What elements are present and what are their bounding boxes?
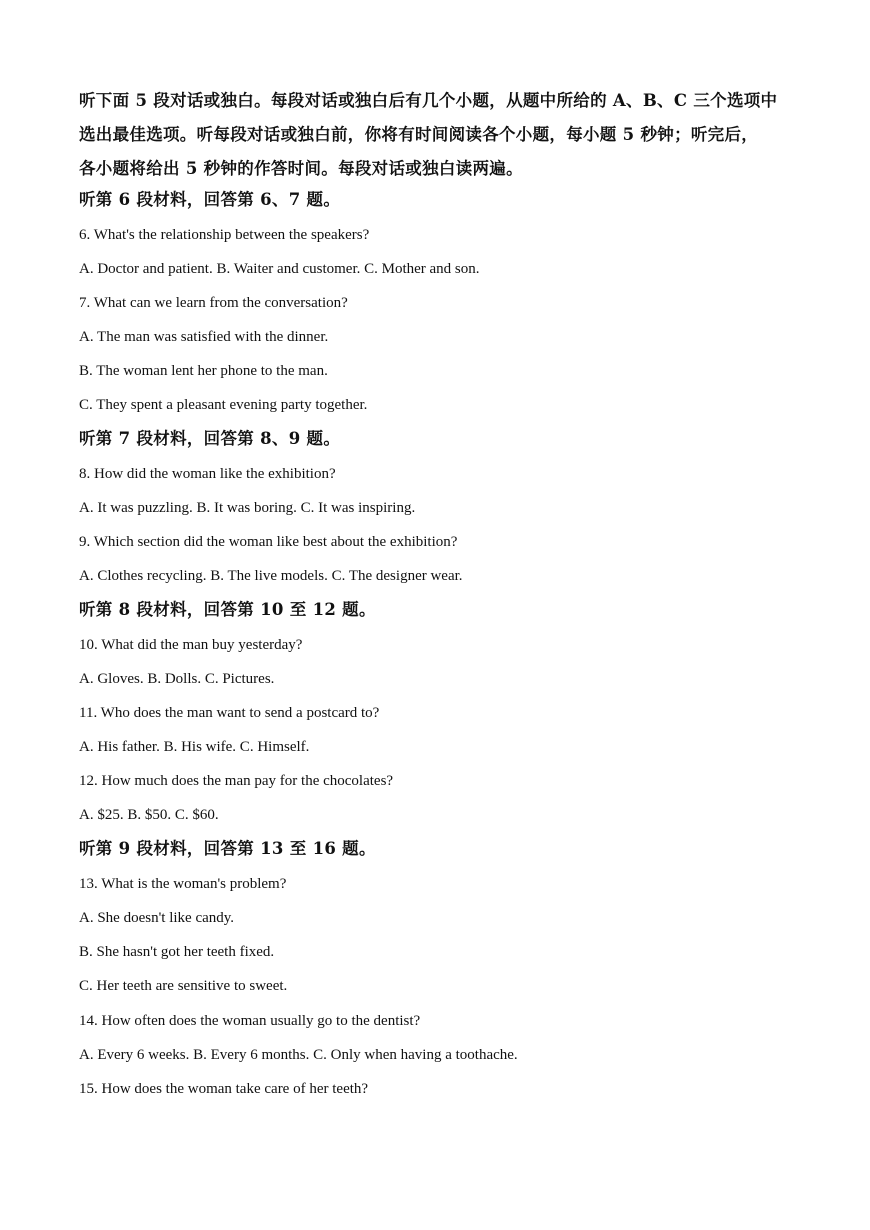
section-heading-9: 听第 9 段材料，回答第 13 至 16 题。 <box>79 839 376 858</box>
answer-options: A. $25. B. $50. C. $60. <box>79 807 219 823</box>
section-instructions <box>79 84 801 186</box>
question-text: 15. How does the woman take care of her teeth? <box>79 1081 369 1097</box>
section-heading-6: 听第 6 段材料，回答第 6、7 题。 <box>79 190 341 209</box>
question-text: 9. Which section did the woman like best about the exhibition? <box>79 534 458 550</box>
section-heading-8: 听第 8 段材料，回答第 10 至 12 题。 <box>79 600 376 619</box>
answer-option: A. She doesn't like candy. <box>79 910 235 926</box>
answer-options: A. Gloves. B. Dolls. C. Pictures. <box>79 671 275 687</box>
instructions-line-2: 选出最佳选项。听每段对话或独白前，你将有时间阅读各个小题，每小题 5 秒钟；听完后， <box>79 125 759 144</box>
instructions-line-1: 听下面 5 段对话或独白。每段对话或独白后有几个小题，从题中所给的 A、B、C 三个选项中 <box>79 91 778 110</box>
answer-option: B. She hasn't got her teeth fixed. <box>79 944 275 960</box>
answer-options: A. Doctor and patient. B. Waiter and customer. C. Mother and son. <box>79 261 480 277</box>
answer-option: C. Her teeth are sensitive to sweet. <box>79 978 288 994</box>
answer-options: A. Clothes recycling. B. The live models. C. The designer wear. <box>79 568 463 584</box>
answer-options: A. Every 6 weeks. B. Every 6 months. C. Only when having a toothache. <box>79 1047 518 1063</box>
question-text: 10. What did the man buy yesterday? <box>79 637 303 653</box>
answer-options: A. It was puzzling. B. It was boring. C. It was inspiring. <box>79 500 416 516</box>
question-text: 7. What can we learn from the conversation? <box>79 295 348 311</box>
question-text: 6. What's the relationship between the speakers? <box>79 227 370 243</box>
question-text: 8. How did the woman like the exhibition? <box>79 466 336 482</box>
question-text: 12. How much does the man pay for the chocolates? <box>79 773 394 789</box>
question-text: 14. How often does the woman usually go to the dentist? <box>79 1013 421 1029</box>
answer-option: B. The woman lent her phone to the man. <box>79 363 328 379</box>
answer-options: A. His father. B. His wife. C. Himself. <box>79 739 310 755</box>
instructions-line-3: 各小题将给出 5 秒钟的作答时间。每段对话或独白读两遍。 <box>79 159 523 178</box>
question-text: 13. What is the woman's problem? <box>79 876 287 892</box>
answer-option: A. The man was satisfied with the dinner. <box>79 329 329 345</box>
answer-option: C. They spent a pleasant evening party together. <box>79 397 368 413</box>
section-heading-7: 听第 7 段材料，回答第 8、9 题。 <box>79 429 341 448</box>
question-text: 11. Who does the man want to send a postcard to? <box>79 705 380 721</box>
